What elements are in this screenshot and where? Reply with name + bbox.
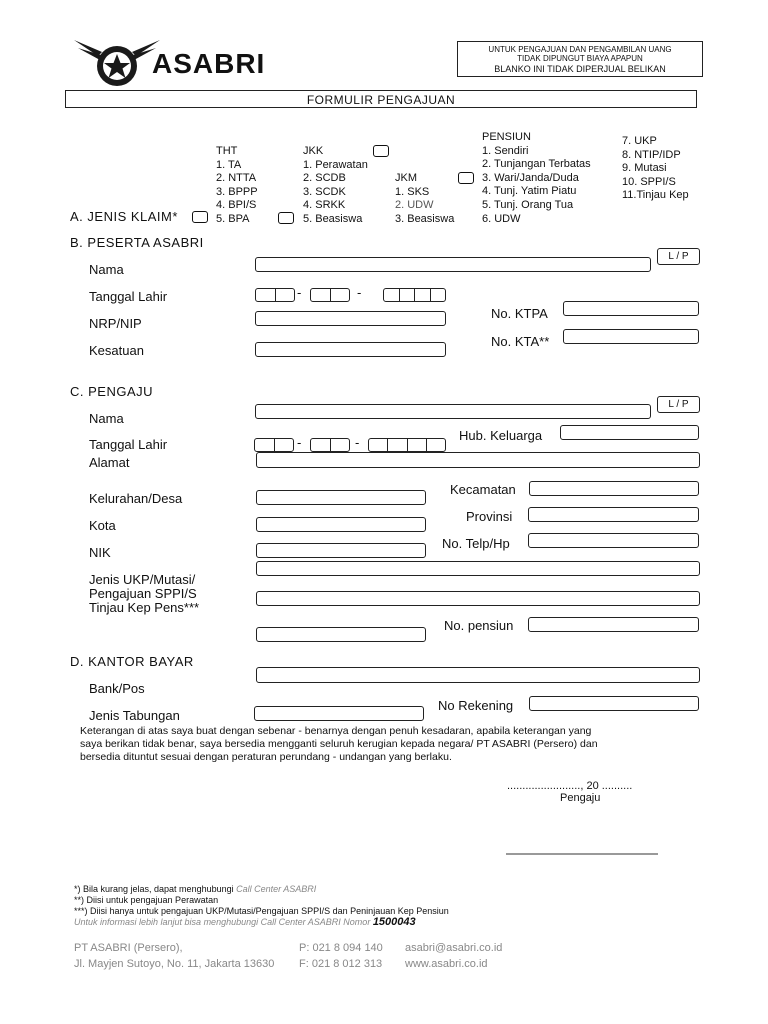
peserta-ktpa-label: No. KTPA — [491, 306, 548, 321]
pengaju-telp-label: No. Telp/Hp — [442, 536, 510, 551]
pengaju-no-pensiun-input[interactable] — [528, 617, 699, 632]
pengaju-alamat-label: Alamat — [89, 455, 130, 470]
footnote-4-text: Untuk informasi lebih lanjut bisa menghubungi Call Center ASABRI Nomor — [74, 917, 373, 927]
jkm-title: JKM — [395, 172, 417, 184]
peserta-kesatuan-label: Kesatuan — [89, 343, 144, 358]
pengaju-jenis-label-2: Pengajuan SPPI/S — [89, 586, 197, 601]
notice-line-3: BLANKO INI TIDAK DIPERJUAL BELIKAN — [494, 64, 666, 74]
pengaju-nik-label: NIK — [89, 545, 111, 560]
pengaju-gender-label: L / P — [668, 399, 689, 410]
notice-line-1: UNTUK PENGAJUAN DAN PENGAMBILAN UANG — [488, 45, 672, 54]
brand-name: ASABRI — [152, 48, 266, 79]
jkm-item: 1. SKS — [395, 185, 430, 198]
footnote-3: ***) Diisi hanya untuk pengajuan UKP/Mutasi/Pengajuan SPPI/S dan Peninjauan Kep Pensiun — [74, 906, 449, 916]
pengaju-hub-keluarga-input[interactable] — [560, 425, 699, 440]
signature-date: ........................, 20 .......... — [507, 780, 633, 792]
jkk-item: 3. SCDK — [303, 185, 346, 198]
other-item: 8. NTIP/IDP — [622, 148, 681, 161]
pensiun-title: PENSIUN — [482, 131, 531, 143]
section-a-label: A. JENIS KLAIM* — [70, 209, 178, 224]
bank-input[interactable] — [256, 667, 700, 683]
dash: - — [357, 285, 362, 300]
jenis-tabungan-input[interactable] — [254, 706, 424, 721]
eagle-star-emblem-icon — [74, 38, 160, 88]
pengaju-provinsi-input[interactable] — [528, 507, 699, 522]
section-d-label: D. KANTOR BAYAR — [70, 654, 194, 669]
jkm-item: 2. UDW — [395, 199, 434, 212]
tht-title: THT — [216, 145, 238, 157]
footer-company: PT ASABRI (Persero), — [74, 942, 183, 954]
jenis-tabungan-label: Jenis Tabungan — [89, 708, 180, 723]
footnote-1-italic: Call Center ASABRI — [236, 884, 317, 894]
tht-item: 4. BPI/S — [216, 199, 257, 212]
jkk-title: JKK — [303, 145, 324, 157]
pengaju-dob-month[interactable] — [310, 438, 350, 452]
pengaju-telp-input[interactable] — [528, 533, 699, 548]
footnote-1-text: *) Bila kurang jelas, dapat menghubungi — [74, 884, 237, 894]
statement-line-1: Keterangan di atas saya buat dengan sebenar - benarnya dengan penuh kesadaran, apabila keterangan yang — [80, 725, 592, 737]
form-title-bar — [65, 90, 697, 108]
jkm-item: 3. Beasiswa — [395, 212, 455, 225]
footer-website: www.asabri.co.id — [405, 958, 488, 970]
tht-checkbox[interactable] — [192, 211, 208, 223]
footnote-4-number: 1500043 — [372, 916, 416, 928]
footnotes — [74, 884, 449, 928]
jkm-checkbox[interactable] — [458, 172, 474, 184]
pengaju-gender-field[interactable] — [657, 396, 700, 413]
jkk-checkbox[interactable] — [373, 145, 389, 157]
dash: - — [297, 435, 302, 450]
peserta-kesatuan-input[interactable] — [255, 342, 446, 357]
footer-email: asabri@asabri.co.id — [405, 942, 503, 954]
pengaju-provinsi-label: Provinsi — [466, 509, 513, 524]
tht-option-checkbox[interactable] — [278, 212, 294, 224]
pensiun-column — [482, 131, 591, 226]
pengaju-kecamatan-input[interactable] — [529, 481, 699, 496]
peserta-gender-field[interactable] — [657, 248, 700, 265]
pengaju-jenis-input-2[interactable] — [256, 591, 700, 606]
jkk-item: 5. Beasiswa — [303, 212, 363, 225]
footnote-2: **) Diisi untuk pengajuan Perawatan — [74, 895, 219, 905]
dash: - — [297, 285, 302, 300]
tht-column — [216, 145, 258, 227]
peserta-gender-label: L / P — [668, 251, 689, 262]
other-item: 9. Mutasi — [622, 162, 667, 175]
section-c-label: C. PENGAJU — [70, 384, 154, 399]
pengaju-jenis-label-3: Tinjau Kep Pens*** — [89, 600, 200, 615]
pengaju-extra-input[interactable] — [256, 627, 426, 642]
notice-box — [457, 41, 703, 77]
notice-line-2: TIDAK DIPUNGUT BIAYA APAPUN — [517, 54, 643, 63]
pensiun-item: 1. Sendiri — [482, 144, 529, 157]
pengaju-kota-label: Kota — [89, 518, 116, 533]
statement-line-3: bersedia dituntut sesuai dengan peraturan perundang - undangan yang berlaku. — [80, 751, 452, 763]
pengaju-nik-input[interactable] — [256, 543, 426, 558]
tht-item: 1. TA — [216, 158, 242, 171]
tht-item: 2. NTTA — [216, 172, 257, 185]
other-item: 7. UKP — [622, 135, 657, 147]
bank-label: Bank/Pos — [89, 681, 145, 696]
tht-item: 3. BPPP — [216, 185, 258, 198]
dash: - — [355, 435, 360, 450]
pengaju-kota-input[interactable] — [256, 517, 426, 532]
footer-address: Jl. Mayjen Sutoyo, No. 11, Jakarta 13630 — [74, 958, 275, 970]
jkm-column — [395, 172, 454, 226]
peserta-nrp-input[interactable] — [255, 311, 446, 326]
no-rekening-input[interactable] — [529, 696, 699, 711]
pensiun-item: 4. Tunj. Yatim Piatu — [482, 185, 577, 198]
peserta-tanggal-lahir-label: Tanggal Lahir — [89, 289, 168, 304]
jkk-item: 2. SCDB — [303, 172, 346, 185]
pensiun-item: 3. Wari/Janda/Duda — [482, 171, 579, 184]
signature-role: Pengaju — [560, 792, 601, 804]
other-claims-column — [622, 135, 689, 203]
peserta-nrp-label: NRP/NIP — [89, 316, 142, 331]
asabri-logo — [74, 38, 160, 88]
peserta-kta-input[interactable] — [563, 329, 699, 344]
tht-item: 5. BPA — [216, 212, 250, 225]
pengaju-dob-year[interactable] — [368, 438, 446, 452]
pengaju-kelurahan-label: Kelurahan/Desa — [89, 491, 183, 506]
pengaju-kecamatan-label: Kecamatan — [450, 482, 516, 497]
footnote-1 — [74, 884, 449, 895]
peserta-dob-year[interactable] — [383, 288, 446, 302]
statement-line-2: saya berikan tidak benar, saya bersedia mengganti seluruh kerugian kepada negara/ PT ASABRI (Persero) dan — [80, 738, 598, 750]
pengaju-hub-keluarga-label: Hub. Keluarga — [459, 428, 543, 443]
other-item: 11.Tinjau Kep — [622, 189, 689, 202]
jkk-item: 1. Perawatan — [303, 158, 368, 171]
pengaju-tanggal-lahir-label: Tanggal Lahir — [89, 437, 168, 452]
peserta-nama-label: Nama — [89, 262, 124, 277]
pengaju-kelurahan-input[interactable] — [256, 490, 426, 505]
footer-fax: F: 021 8 012 313 — [299, 958, 383, 970]
pengaju-jenis-input-1[interactable] — [256, 561, 700, 576]
peserta-dob-month[interactable] — [310, 288, 350, 302]
footnote-4 — [74, 917, 449, 928]
pengaju-dob-day[interactable] — [254, 438, 294, 452]
peserta-dob-day[interactable] — [255, 288, 295, 302]
signature-line — [506, 853, 658, 855]
section-b-label: B. PESERTA ASABRI — [70, 235, 204, 250]
pensiun-item: 5. Tunj. Orang Tua — [482, 198, 574, 211]
other-item: 10. SPPI/S — [622, 175, 676, 188]
peserta-kta-label: No. KTA** — [491, 334, 550, 349]
form-title: FORMULIR PENGAJUAN — [306, 93, 456, 107]
jkk-column — [303, 145, 368, 227]
pengaju-no-pensiun-label: No. pensiun — [444, 618, 514, 633]
pengaju-alamat-input[interactable] — [256, 452, 700, 468]
jkk-item: 4. SRKK — [303, 199, 346, 212]
pensiun-item: 2. Tunjangan Terbatas — [482, 158, 591, 171]
footer-phone: P: 021 8 094 140 — [299, 942, 383, 954]
statement — [80, 725, 598, 764]
pengaju-nama-input[interactable] — [255, 404, 651, 419]
pengaju-nama-label: Nama — [89, 411, 124, 426]
no-rekening-label: No Rekening — [438, 698, 514, 713]
pensiun-item: 6. UDW — [482, 212, 521, 225]
peserta-ktpa-input[interactable] — [563, 301, 699, 316]
peserta-nama-input[interactable] — [255, 257, 651, 272]
pengaju-jenis-label-1: Jenis UKP/Mutasi/ — [89, 572, 196, 587]
